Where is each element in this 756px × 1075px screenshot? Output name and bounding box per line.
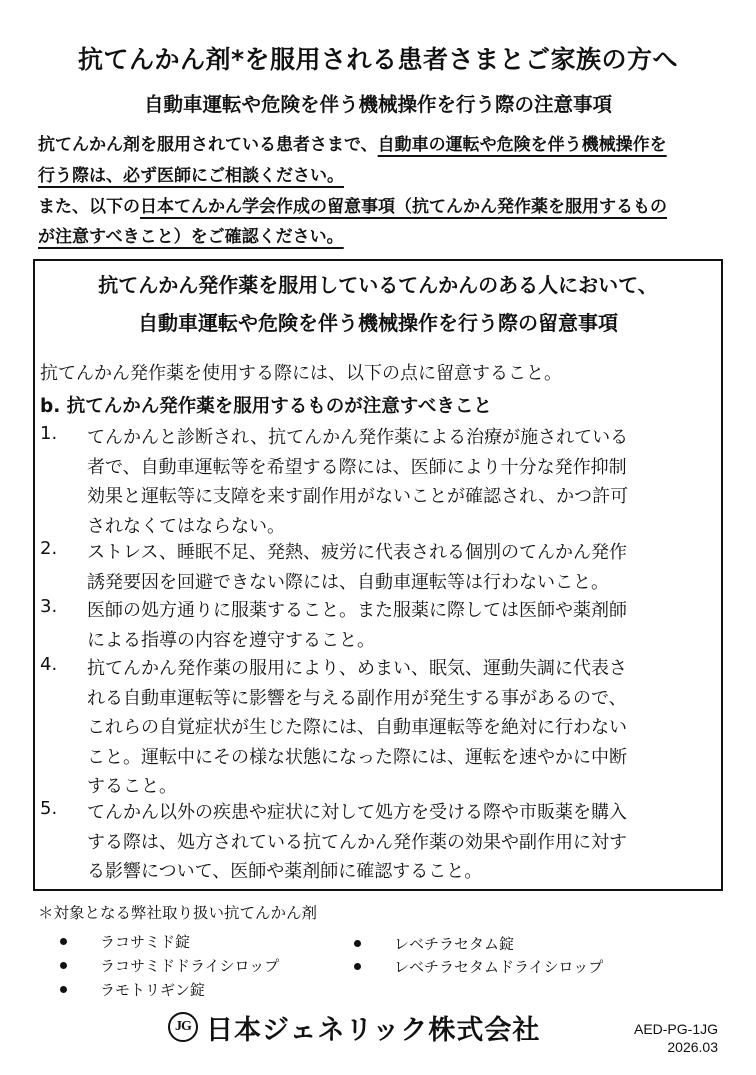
item-line: てんかん以外の疾患や症状に対して処方を受ける際や市販薬を購入 xyxy=(87,802,627,823)
bullet-icon xyxy=(354,940,361,947)
item-line: る影響について、医師や薬剤師に確認すること。 xyxy=(87,861,483,882)
section-title: b. 抗てんかん発作薬を服用するものが注意すべきこと xyxy=(40,396,492,417)
item-number: 2. xyxy=(40,538,58,559)
intro-underlined-text: が注意すべきこと）をご確認ください。 xyxy=(38,227,344,247)
intro-text: また、以下の xyxy=(38,197,140,217)
document-date: 2026.03 xyxy=(667,1039,718,1055)
product-name: ラコサミドドライシロップ xyxy=(100,957,280,975)
item-number: 1. xyxy=(40,423,58,444)
item-line: 抗てんかん発作薬の服用により、めまい、眠気、運動失調に代表さ xyxy=(87,658,627,679)
guideline-box xyxy=(33,259,723,891)
item-line: こと。運転中にその様な状態になった際には、運転を速やかに中断 xyxy=(87,746,627,768)
box-heading-line-2: 自動車運転や危険を伴う機械操作を行う際の留意事項 xyxy=(138,311,618,335)
intro-text: 抗てんかん剤を服用されている患者さまで、 xyxy=(38,135,378,155)
bullet-icon xyxy=(354,963,361,970)
item-line: 医師の処方通りに服薬すること。また服薬に際しては医師や薬剤師 xyxy=(87,600,627,621)
intro-line-2 xyxy=(38,162,728,191)
item-line: 者で、自動車運転等を希望する際には、医師により十分な発作抑制 xyxy=(87,456,627,478)
item-line: これらの自覚症状が生じた際には、自動車運転等を絶対に行わない xyxy=(87,717,627,738)
product-name: ラモトリギン錠 xyxy=(100,981,205,999)
item-line: てんかんと診断され、抗てんかん発作薬による治療が施されている xyxy=(87,427,629,448)
intro-line-1 xyxy=(38,131,728,160)
bullet-icon xyxy=(60,962,67,969)
item-number: 5. xyxy=(40,798,58,819)
item-line: による指導の内容を遵守すること。 xyxy=(87,629,375,651)
product-name: レベチラセタムドライシロップ xyxy=(394,958,604,976)
document-code: AED-PG-1JG xyxy=(633,1021,718,1037)
box-lead-text: 抗てんかん発作薬を使用する際には、以下の点に留意すること。 xyxy=(40,363,562,384)
jg-logo-icon: JG xyxy=(168,1012,198,1042)
item-number: 3. xyxy=(40,596,58,617)
item-line: すること。 xyxy=(87,776,177,797)
item-line: する際は、処方されている抗てんかん発作薬の効果や副作用に対す xyxy=(87,831,627,853)
bullet-icon xyxy=(60,986,67,993)
company-name: 日本ジェネリック株式会社 xyxy=(206,1014,541,1046)
bullet-icon xyxy=(60,938,67,945)
company-logo xyxy=(168,1010,540,1044)
intro-underlined-text: 自動車の運転や危険を伴う機械操作を xyxy=(377,135,667,155)
intro-line-3 xyxy=(38,193,728,222)
item-line: ストレス、睡眠不足、発熱、疲労に代表される個別のてんかん発作 xyxy=(87,542,627,563)
item-line: 効果と運転等に支障を来す副作用がないことが確認され、かつ許可 xyxy=(87,486,629,507)
product-name: レベチラセタム錠 xyxy=(394,935,515,953)
page-title: 抗てんかん剤*を服用される患者さまとご家族の方へ xyxy=(77,45,679,74)
box-heading-line-1: 抗てんかん発作薬を服用しているてんかんのある人において、 xyxy=(98,273,658,297)
item-line: 誘発要因を回避できない際には、自動車運転等は行わないこと。 xyxy=(87,571,609,593)
intro-underlined-text: 行う際は、必ず医師にご相談ください。 xyxy=(38,166,344,186)
item-line: れる自動車運転等に影響を与える副作用が発生する事があるので、 xyxy=(87,687,627,709)
footnote-title: ＊対象となる弊社取り扱い抗てんかん剤 xyxy=(38,904,318,922)
item-line: されなくてはならない。 xyxy=(87,515,285,537)
page-subtitle: 自動車運転や危険を伴う機械操作を行う際の注意事項 xyxy=(143,93,612,116)
intro-underlined-text: 日本てんかん学会作成の留意事項（抗てんかん発作薬を服用するもの xyxy=(140,197,667,217)
intro-line-4 xyxy=(38,223,728,252)
product-name: ラコサミド錠 xyxy=(100,933,191,951)
item-number: 4. xyxy=(40,654,58,675)
